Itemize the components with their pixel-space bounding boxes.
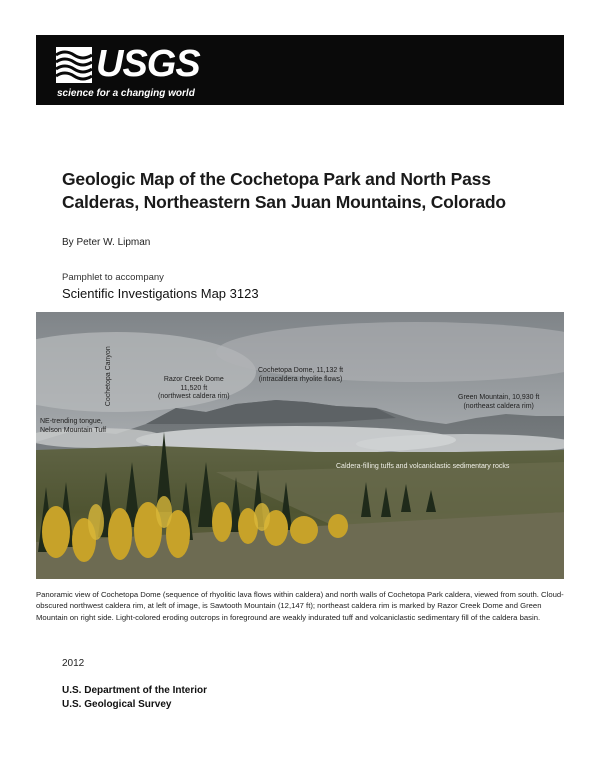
department-name: U.S. Department of the Interior xyxy=(62,685,208,696)
cochetopa-dome-label: Cochetopa Dome, 11,132 ft (intracaldera rhyolite flows) xyxy=(258,367,344,383)
agency-name: U.S. Geological Survey xyxy=(62,699,172,710)
panoramic-photo xyxy=(36,312,564,579)
publisher xyxy=(62,684,207,712)
page-title xyxy=(62,168,562,214)
photo-caption: Panoramic view of Cochetopa Dome (sequence of rhyolitic lava flows within caldera) and north walls of Cochetopa Park caldera, viewed from south. Cloud-obscured northwest caldera rim, at left of image, is Sawtooth Mountain (12,147 ft); northeast caldera rim is marked by Razor Creek Dome and Green Mountain on right side. Light-colored eroding outcrops in foreground are weakly indurated tuff and volcaniclastic sedimentary fill of the caldera basin. xyxy=(36,590,564,622)
title-line-1: Geologic Map of the Cochetopa Park and North Pass xyxy=(62,169,491,189)
pamphlet-label: Pamphlet to accompany xyxy=(62,272,164,283)
usgs-tagline: science for a changing world xyxy=(57,88,195,99)
usgs-wordmark: USGS xyxy=(96,43,200,85)
cochetopa-canyon-label: Cochetopa Canyon xyxy=(104,346,112,407)
series-title: Scientific Investigations Map 3123 xyxy=(62,286,259,301)
publication-year: 2012 xyxy=(62,658,85,669)
ne-tongue-label: NE-trending tongue, Nelson Mountain Tuff xyxy=(40,418,107,434)
caldera-fill-label: Caldera-filling tuffs and volcaniclastic sedimentary rocks xyxy=(336,463,510,470)
title-line-2: Calderas, Northeastern San Juan Mountains, Colorado xyxy=(62,192,506,212)
usgs-wave-icon xyxy=(56,47,92,83)
landscape-illustration xyxy=(36,312,564,579)
razor-creek-dome-label: Razor Creek Dome 11,520 ft (northwest caldera rim) xyxy=(158,376,230,400)
author: By Peter W. Lipman xyxy=(62,237,151,248)
usgs-banner xyxy=(36,35,564,105)
green-mountain-label: Green Mountain, 10,930 ft (northeast caldera rim) xyxy=(458,394,540,410)
